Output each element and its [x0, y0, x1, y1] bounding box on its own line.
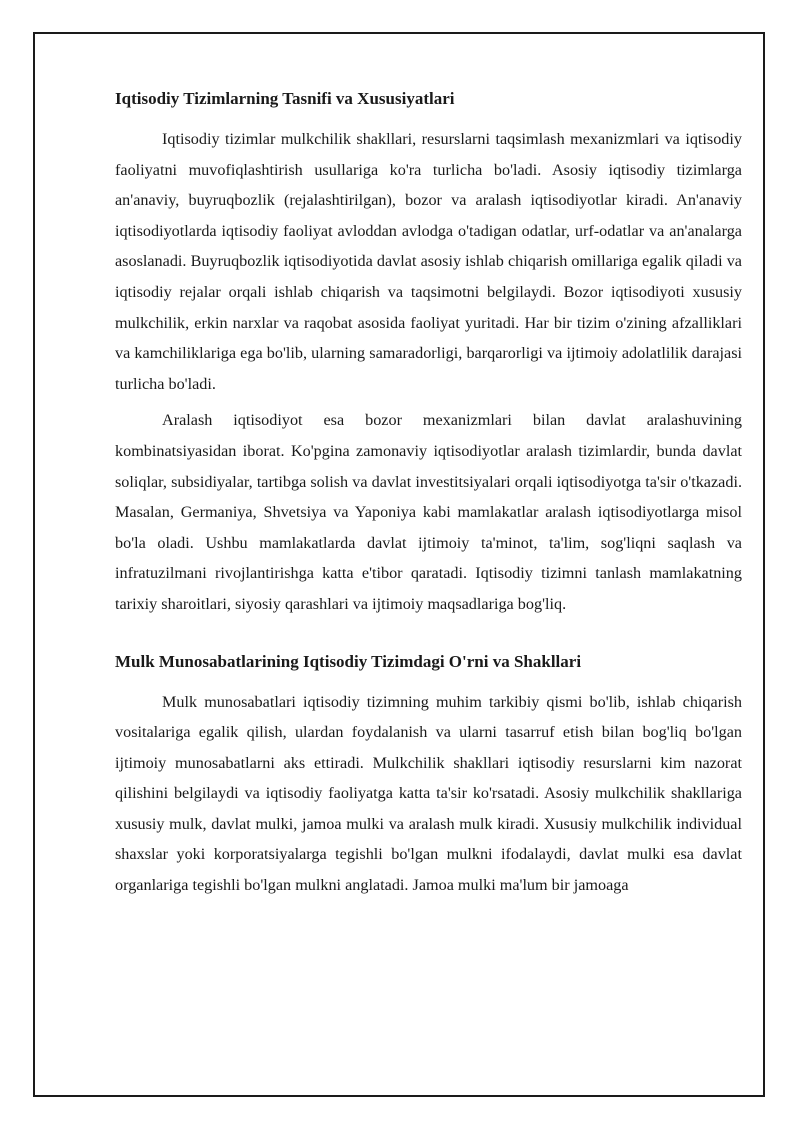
paragraph-3: Mulk munosabatlari iqtisodiy tizimning muhim tarkibiy qismi bo'lib, ishlab chiqarish vositalariga egalik qilish, ulardan foydalanish va ularni tasarruf etish bilan bog'liq bo'lgan ijtimoiy munosabatlarni aks ettiradi. Mulkchilik shakllari iqtisodiy resurslarni kim nazorat qilishini belgilaydi va iqtisodiy faoliyatga katta ta'sir ko'rsatadi. Asosiy mulkchilik shakllariga xususiy mulk, davlat mulki, jamoa mulki va aralash mulk kiradi. Xususiy mulkchilik individual shaxslar yoki korporatsiyalarga tegishli bo'lgan mulkni ifodalaydi, davlat mulki esa davlat organlariga tegishli bo'lgan mulkni anglatadi. Jamoa mulki ma'lum bir jamoaga — [115, 692, 742, 895]
section-heading-1: Iqtisodiy Tizimlarning Tasnifi va Xususiyatlari — [115, 89, 455, 108]
paragraph-2: Aralash iqtisodiyot esa bozor mexanizmlari bilan davlat aralashuvining kombinatsiyasidan iborat. Ko'pgina zamonaviy iqtisodiyotlar aralash tizimlardir, bunda davlat soliqlar, subsidiyalar, tartibga solish va davlat investitsiyalari orqali iqtisodiyotga ta'sir o'tkazadi. Masalan, Germaniya, Shvetsiya va Yaponiya kabi mamlakatlar aralash iqtisodiyotlarga misol bo'la oladi. Ushbu mamlakatlarda davlat ijtimoiy ta'minot, ta'lim, sog'liqni saqlash va infratuzilmani rivojlantirishga katta e'tibor qaratadi. Iqtisodiy tizimni tanlash mamlakatning tarixiy sharoitlari, siyosiy qarashlari va ijtimoiy maqsadlariga bog'liq. — [115, 411, 742, 613]
paragraph-1: Iqtisodiy tizimlar mulkchilik shakllari, resurslarni taqsimlash mexanizmlari va iqtisodiy faoliyatni muvofiqlashtirish usullariga ko'ra turlicha bo'ladi. Asosiy iqtisodiy tizimlarga an'anaviy, buyruqbozlik (rejalashtirilgan), bozor va aralash iqtisodiyotlar kiradi. An'anaviy iqtisodiyotlarda iqtisodiy faoliyat avloddan avlodga o'tadigan odatlar, urf-odatlar va an'analarga asoslanadi. Buyruqbozlik iqtisodiyotida davlat asosiy ishlab chiqarish omillariga egalik qiladi va iqtisodiy rejalar orqali ishlab chiqarish va taqsimotni belgilaydi. Bozor iqtisodiyoti xususiy mulkchilik, erkin narxlar va raqobat asosida faoliyat yuritadi. Har bir tizim o'zining afzalliklari va kamchiliklariga ega bo'lib, ularning samaradorligi, barqarorligi va ijtimoiy adolatlilik darajasi turlicha bo'ladi. — [115, 130, 742, 393]
document-body — [115, 87, 742, 907]
section-heading-2: Mulk Munosabatlarining Iqtisodiy Tizimdagi O'rni va Shakllari — [115, 651, 582, 671]
